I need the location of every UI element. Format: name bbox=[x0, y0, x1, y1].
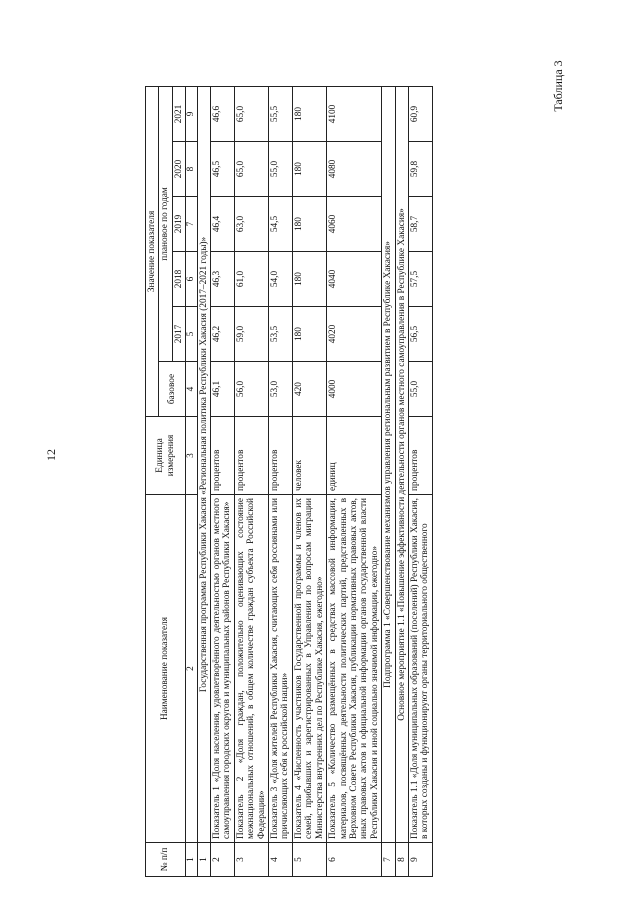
header-planned: плановое по годам bbox=[159, 86, 172, 361]
planned-value: 61,0 bbox=[234, 252, 268, 307]
base-value: 53,0 bbox=[269, 362, 293, 417]
indicator-name: Показатель 2 «Доля граждан, положительно оценивающих состояние межнациональных отношений, в общем количестве граждан субъекта Российской Федерации» bbox=[234, 495, 268, 843]
table-row bbox=[327, 86, 382, 876]
indicator-name: Показатель 4 «Численность участников Государственной программы и членов их семей, прибывших и зарегистрированных в Управлении по вопросам миграции Министерства внутренних дел по Республике Хакасия, ежегодно» bbox=[292, 495, 326, 843]
indicator-unit: процентов bbox=[211, 417, 235, 495]
row-number: 7 bbox=[382, 843, 395, 877]
header-base: базовое bbox=[159, 362, 186, 417]
column-index: 6 bbox=[186, 252, 197, 307]
table-caption: Таблица 3 bbox=[551, 60, 565, 112]
planned-value: 57,5 bbox=[408, 252, 432, 307]
planned-value: 46,3 bbox=[211, 252, 235, 307]
indicator-unit: единиц bbox=[327, 417, 382, 495]
header-year: 2020 bbox=[172, 142, 185, 197]
planned-value: 65,0 bbox=[234, 86, 268, 141]
section-title: Основное мероприятие 1.1 «Повышение эффективности деятельности органов местного самоуправления в Республике Хакасия» bbox=[395, 86, 408, 842]
column-index: 2 bbox=[186, 495, 197, 843]
header-row-1 bbox=[146, 86, 159, 876]
column-index: 7 bbox=[186, 197, 197, 252]
header-year: 2019 bbox=[172, 197, 185, 252]
planned-value: 58,7 bbox=[408, 197, 432, 252]
row-number: 8 bbox=[395, 843, 408, 877]
section-row bbox=[197, 86, 210, 876]
planned-value: 180 bbox=[292, 252, 326, 307]
table-row bbox=[292, 86, 326, 876]
header-value: Значение показателя bbox=[146, 86, 159, 416]
planned-value: 53,5 bbox=[269, 307, 293, 362]
planned-value: 4080 bbox=[327, 142, 382, 197]
row-number: 3 bbox=[234, 843, 268, 877]
column-index-row bbox=[186, 86, 197, 876]
indicator-name: Показатель 5 «Количество размещённых в средствах массовой информации, материалов, посвящённых деятельности политических партий, представленных в Верховном Совете Республики Хакасия, публикации нормативных правовых актов, иных правовых актов и официальной информации органов государственной власти Республики Хакасия и иной социально значимой информации, ежегодно» bbox=[327, 495, 382, 843]
page-number: 12 bbox=[44, 449, 58, 461]
column-index: 3 bbox=[186, 417, 197, 495]
planned-value: 180 bbox=[292, 197, 326, 252]
table-row bbox=[408, 86, 432, 876]
planned-value: 59,0 bbox=[234, 307, 268, 362]
planned-value: 46,2 bbox=[211, 307, 235, 362]
planned-value: 46,5 bbox=[211, 142, 235, 197]
planned-value: 63,0 bbox=[234, 197, 268, 252]
planned-value: 55,5 bbox=[269, 86, 293, 141]
column-index: 8 bbox=[186, 142, 197, 197]
planned-value: 54,0 bbox=[269, 252, 293, 307]
header-name: Наименование показателя bbox=[146, 495, 186, 843]
indicators-table bbox=[145, 86, 433, 877]
base-value: 56,0 bbox=[234, 362, 268, 417]
header-year: 2017 bbox=[172, 307, 185, 362]
indicator-unit: процентов bbox=[269, 417, 293, 495]
base-value: 46,1 bbox=[211, 362, 235, 417]
planned-value: 4060 bbox=[327, 197, 382, 252]
rotated-table-container bbox=[145, 87, 565, 877]
table-row bbox=[269, 86, 293, 876]
planned-value: 56,5 bbox=[408, 307, 432, 362]
column-index: 4 bbox=[186, 362, 197, 417]
indicator-name: Показатель 1 «Доля населения, удовлетворённого деятельностью органов местного самоуправления городских округов и муниципальных районов Республики Хакасия» bbox=[211, 495, 235, 843]
header-year: 2018 bbox=[172, 252, 185, 307]
table-row bbox=[211, 86, 235, 876]
planned-value: 65,0 bbox=[234, 142, 268, 197]
planned-value: 55,0 bbox=[269, 142, 293, 197]
planned-value: 180 bbox=[292, 86, 326, 141]
indicator-name: Показатель 3 «Доля жителей Республики Хакасия, считающих себя россиянами или причисляющих себя к российской нации» bbox=[269, 495, 293, 843]
planned-value: 46,4 bbox=[211, 197, 235, 252]
planned-value: 180 bbox=[292, 142, 326, 197]
header-unit: Единица измерения bbox=[146, 417, 186, 495]
section-title: Государственная программа Республики Хакасия «Региональная политика Республики Хакасия (2017–2021 годы)» bbox=[197, 86, 210, 842]
column-index: 5 bbox=[186, 307, 197, 362]
row-number: 5 bbox=[292, 843, 326, 877]
planned-value: 4100 bbox=[327, 86, 382, 141]
section-row bbox=[395, 86, 408, 876]
base-value: 4000 bbox=[327, 362, 382, 417]
planned-value: 180 bbox=[292, 307, 326, 362]
indicator-name: Показатель 1.1 «Доля муниципальных образований (поселений) Республики Хакасия, в которых созданы и функционируют органы территориального общественного bbox=[408, 495, 432, 843]
indicator-unit: человек bbox=[292, 417, 326, 495]
indicator-unit: процентов bbox=[234, 417, 268, 495]
base-value: 55,0 bbox=[408, 362, 432, 417]
header-year: 2021 bbox=[172, 86, 185, 141]
row-number: 2 bbox=[211, 843, 235, 877]
row-number: 1 bbox=[197, 843, 210, 877]
planned-value: 4040 bbox=[327, 252, 382, 307]
indicator-unit: процентов bbox=[408, 417, 432, 495]
planned-value: 4020 bbox=[327, 307, 382, 362]
base-value: 420 bbox=[292, 362, 326, 417]
planned-value: 46,6 bbox=[211, 86, 235, 141]
row-number: 4 bbox=[269, 843, 293, 877]
planned-value: 54,5 bbox=[269, 197, 293, 252]
table-row bbox=[234, 86, 268, 876]
planned-value: 59,8 bbox=[408, 142, 432, 197]
header-no: № п/п bbox=[146, 843, 186, 877]
column-index: 1 bbox=[186, 843, 197, 877]
row-number: 9 bbox=[408, 843, 432, 877]
row-number: 6 bbox=[327, 843, 382, 877]
section-row bbox=[382, 86, 395, 876]
column-index: 9 bbox=[186, 86, 197, 141]
section-title: Подпрограмма 1 «Совершенствование механизмов управления региональным развитием в Республике Хакасия» bbox=[382, 86, 395, 842]
planned-value: 60,9 bbox=[408, 86, 432, 141]
